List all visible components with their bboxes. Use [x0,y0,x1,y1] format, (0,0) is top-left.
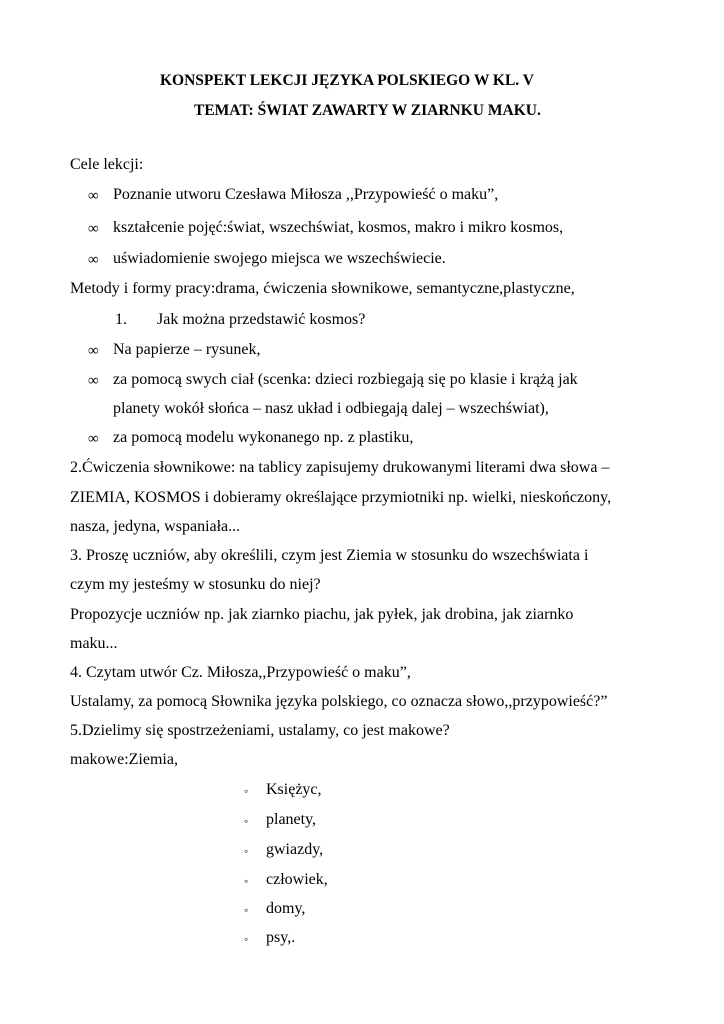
step3-line: 3. Proszę uczniów, aby określili, czym jest Ziemia w stosunku do wszechświata i [70,547,589,564]
poppy-list-item: Księżyc, [266,781,322,798]
infinity-bullet-icon: ∞ [88,221,99,237]
circle-bullet-icon: ◦ [244,932,249,946]
step3-line: czym my jesteśmy w stosunku do niej? [70,576,321,593]
poppy-list-item: psy,. [266,929,296,946]
circle-bullet-icon: ◦ [244,903,249,917]
poppy-list-item: planety, [266,811,317,828]
step4-line: 4. Czytam utwór Cz. Miłosza,,Przypowieść o maku”, [70,664,411,681]
circle-bullet-icon: ◦ [244,874,249,888]
step4-line: Ustalamy, za pomocą Słownika języka polskiego, co oznacza słowo,,przypowieść?” [70,693,608,710]
poppy-list-item: człowiek, [266,871,328,888]
document-title: KONSPEKT LEKCJI JĘZYKA POLSKIEGO W KL. V [160,72,534,89]
step1-question: Jak można przedstawić kosmos? [157,311,366,328]
infinity-bullet-icon: ∞ [88,343,99,359]
step1-number: 1. [115,311,127,328]
infinity-bullet-icon: ∞ [88,188,99,204]
goal-item: uświadomienie swojego miejsca we wszechświecie. [113,250,446,267]
step2-line: nasza, jedyna, wspaniała... [70,518,241,535]
goal-item: Poznanie utworu Czesława Miłosza ,,Przypowieść o maku”, [113,186,499,203]
method-item: za pomocą swych ciał (scenka: dzieci rozbiegają się po klasie i krążą jak [113,371,578,388]
methods-text: Metody i formy pracy:drama, ćwiczenia słownikowe, semantyczne,plastyczne, [70,280,575,297]
step5-line: makowe:Ziemia, [70,751,178,768]
goals-heading: Cele lekcji: [70,156,144,173]
method-item: za pomocą modelu wykonanego np. z plastiku, [113,429,414,446]
method-item: Na papierze – rysunek, [113,341,261,358]
poppy-list-item: gwiazdy, [266,841,324,858]
step5-line: 5.Dzielimy się spostrzeżeniami, ustalamy, co jest makowe? [70,722,450,739]
poppy-list-item: domy, [266,900,306,917]
circle-bullet-icon: ◦ [244,814,249,828]
lesson-topic: TEMAT: ŚWIAT ZAWARTY W ZIARNKU MAKU. [194,102,541,119]
infinity-bullet-icon: ∞ [88,252,99,268]
infinity-bullet-icon: ∞ [88,431,99,447]
circle-bullet-icon: ◦ [244,844,249,858]
step3-line: maku... [70,635,118,652]
goal-item: kształcenie pojęć:świat, wszechświat, kosmos, makro i mikro kosmos, [113,219,564,236]
step2-line: ZIEMIA, KOSMOS i dobieramy określające przymiotniki np. wielki, nieskończony, [70,489,612,506]
step3-line: Propozycje uczniów np. jak ziarnko piachu, jak pyłek, jak drobina, jak ziarnko [70,606,574,623]
method-item-continuation: planety wokół słońca – nasz układ i odbiegają dalej – wszechświat), [113,400,549,417]
circle-bullet-icon: ◦ [244,784,249,798]
infinity-bullet-icon: ∞ [88,373,99,389]
step2-line: 2.Ćwiczenia słownikowe: na tablicy zapisujemy drukowanymi literami dwa słowa – [70,459,610,476]
